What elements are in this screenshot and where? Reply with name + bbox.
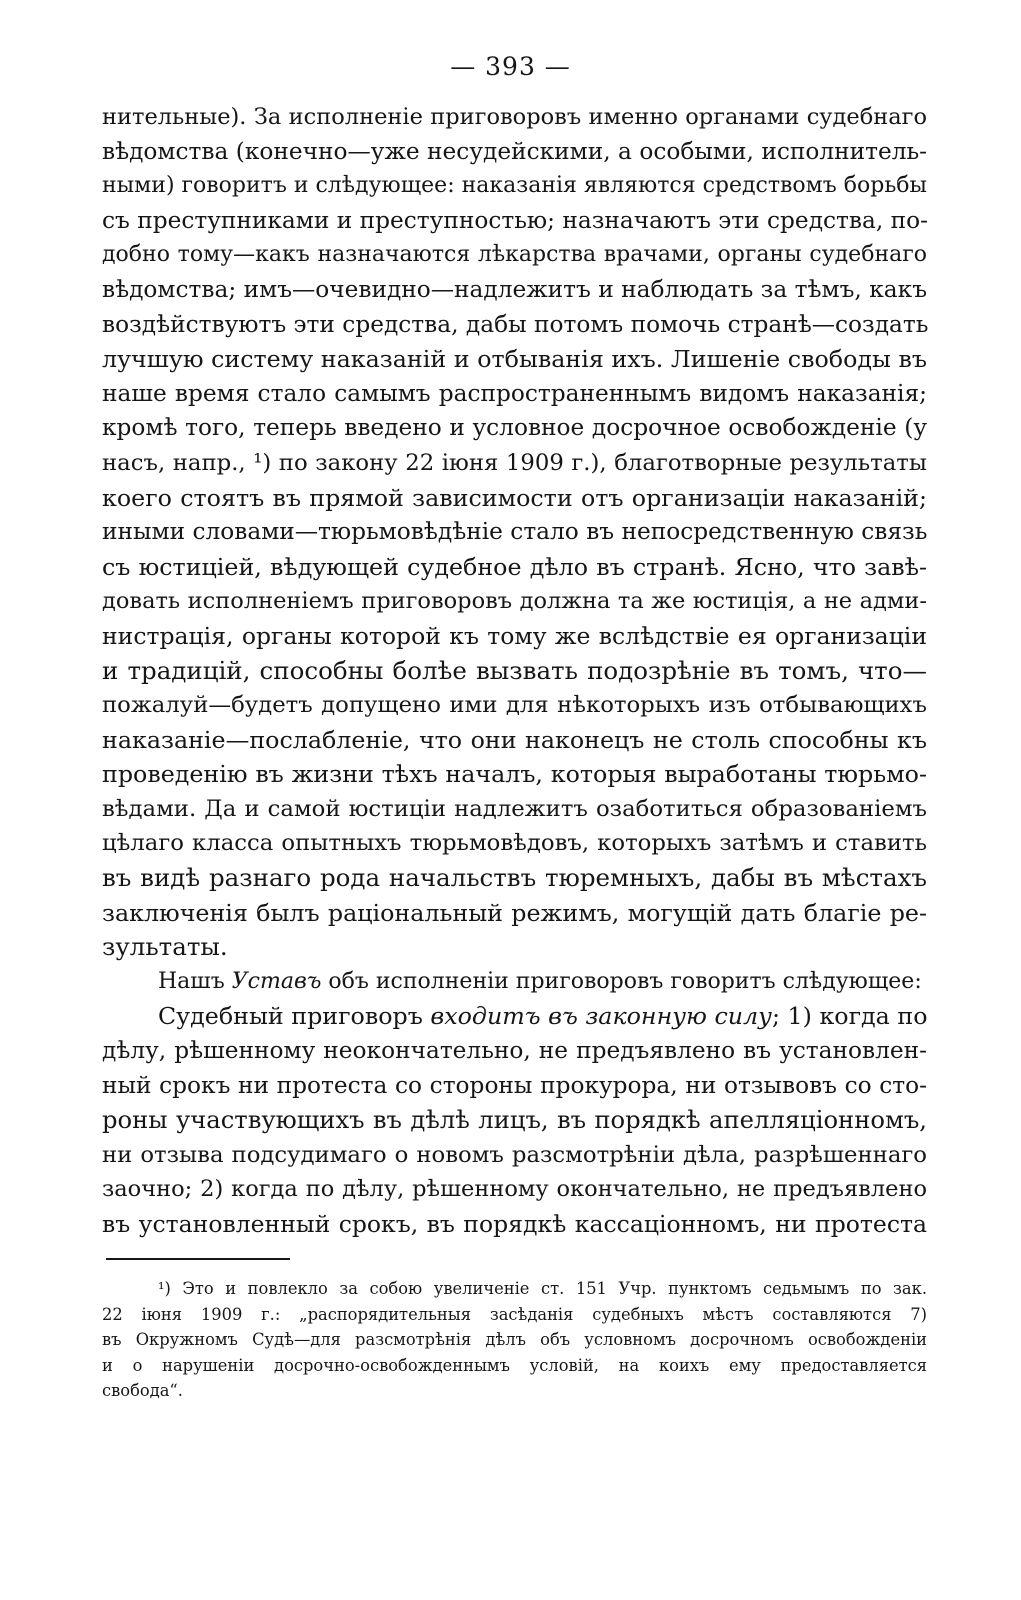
text-line: дѣлу, рѣшенному неокончательно, не предъявлено въ установлен-	[102, 1037, 927, 1065]
text-line: въ видѣ разнаго рода начальствъ тюремныхъ, дабы въ мѣстахъ	[102, 863, 927, 893]
text-line: въ установленный срокъ, въ порядкѣ кассаціонномъ, ни протеста	[102, 1210, 927, 1238]
text-line: съ юстиціей, вѣдующей судебное дѣло въ странѣ. Ясно, что завѣ-	[102, 552, 927, 581]
footnote-separator	[106, 1258, 290, 1260]
footnotes	[102, 1276, 927, 1404]
text-line: коего стоятъ въ прямой зависимости отъ организаціи наказаній;	[102, 483, 927, 512]
text-line: лучшую систему наказаній и отбыванія ихъ. Лишеніе свободы въ	[102, 345, 927, 374]
text-line: иными словами—тюрьмовѣдѣніе стало въ непосредственную связь	[102, 518, 928, 546]
text-line: и традицій, способны болѣе вызвать подозрѣніе въ томъ, что—	[102, 655, 927, 685]
text-line: наказаніе—послабленіе, что они наконецъ не столь способны къ	[102, 725, 927, 754]
text-line: роны участвующихъ въ дѣлѣ лицъ, въ порядкѣ апелляціонномъ,	[102, 1105, 927, 1135]
footnote-line: ¹) Это и повлекло за собою увеличеніе ст. 151 Учр. пунктомъ седьмымъ по зак.	[158, 1279, 927, 1298]
italic-text: Уставъ	[231, 968, 322, 994]
footnote-line: свобода“.	[102, 1381, 183, 1401]
page-number: — 393 —	[450, 52, 571, 81]
text-line: воздѣйствуютъ эти средства, дабы потомъ помочь странѣ—создать	[102, 310, 929, 338]
text-line: ный срокъ ни протеста со стороны прокурора, ни отзывовъ со сто-	[102, 1071, 927, 1099]
text-line: вѣдами. Да и самой юстиціи надлежитъ озаботиться образованіемъ	[102, 795, 927, 822]
text-line: ни отзыва подсудимаго о новомъ разсмотрѣніи дѣла, разрѣшеннаго	[102, 1141, 927, 1168]
text-line: вѣдомства; имъ—очевидно—надлежитъ и наблюдать за тѣмъ, какъ	[102, 275, 927, 303]
ustav-paragraph-line	[102, 965, 927, 1000]
text-line: зультаты.	[102, 932, 228, 962]
text-line: ными) говоритъ и слѣдующее: наказанія являются средствомъ борьбы	[102, 173, 928, 199]
text-run: объ исполненіи приговоровъ говоритъ слѣдующее:	[321, 968, 922, 994]
text-run: Нашъ	[158, 968, 232, 994]
text-line: насъ, напр., ¹) по закону 22 іюня 1909 г.), благотворные результаты	[102, 449, 927, 476]
text-line: пожалуй—будетъ допущено ими для нѣкоторыхъ изъ отбывающихъ	[102, 692, 927, 719]
main-text	[102, 100, 927, 1242]
text-run: Судебный приговоръ	[158, 1002, 431, 1031]
text-line: нительные). За исполненіе приговоровъ именно органами судебнаго	[102, 104, 927, 130]
footnote-line: 22 іюня 1909 г.: „распорядительныя засѣданія судебныхъ мѣстъ составляются 7)	[102, 1304, 927, 1324]
text-line: нистрація, органы которой къ тому же вслѣдствіе ея организаціи	[102, 621, 927, 650]
footnote-line: и о нарушеніи досрочно-освобожденнымъ условій, на коихъ ему предоставляется	[102, 1355, 927, 1375]
footnote-line: въ Окружномъ Судѣ—для разсмотрѣнія дѣлъ объ условномъ досрочномъ освобожденіи	[102, 1330, 927, 1350]
text-line: цѣлаго класса опытныхъ тюрьмовѣдовъ, которыхъ затѣмъ и ставить	[102, 830, 927, 857]
text-line: вѣдомства (конечно—уже несудейскими, а особыми, исполнитель-	[102, 137, 927, 165]
text-line: наше время стало самымъ распространеннымъ видомъ наказанія;	[102, 379, 927, 407]
text-line: проведенію въ жизни тѣхъ началъ, которыя выработаны тюрьмо-	[102, 760, 927, 789]
text-run: ; 1) когда по	[771, 1002, 928, 1031]
court-paragraph-first-line	[102, 999, 927, 1034]
text-line: съ преступниками и преступностью; назначаютъ эти средства, по-	[102, 206, 928, 234]
text-line: довать исполненіемъ приговоровъ должна та же юстиція, а не адми-	[102, 588, 927, 615]
text-line: кромѣ того, теперь введено и условное досрочное освобожденіе (у	[102, 414, 927, 442]
text-line: добно тому—какъ назначаются лѣкарства врачами, органы судебнаго	[102, 242, 927, 268]
text-line: заочно; 2) когда по дѣлу, рѣшенному окончательно, не предъявлено	[102, 1176, 927, 1203]
italic-text: входитъ въ законную силу	[430, 1002, 772, 1031]
text-line: заключенія былъ раціональный режимъ, могущій дать благіе ре-	[102, 898, 927, 927]
